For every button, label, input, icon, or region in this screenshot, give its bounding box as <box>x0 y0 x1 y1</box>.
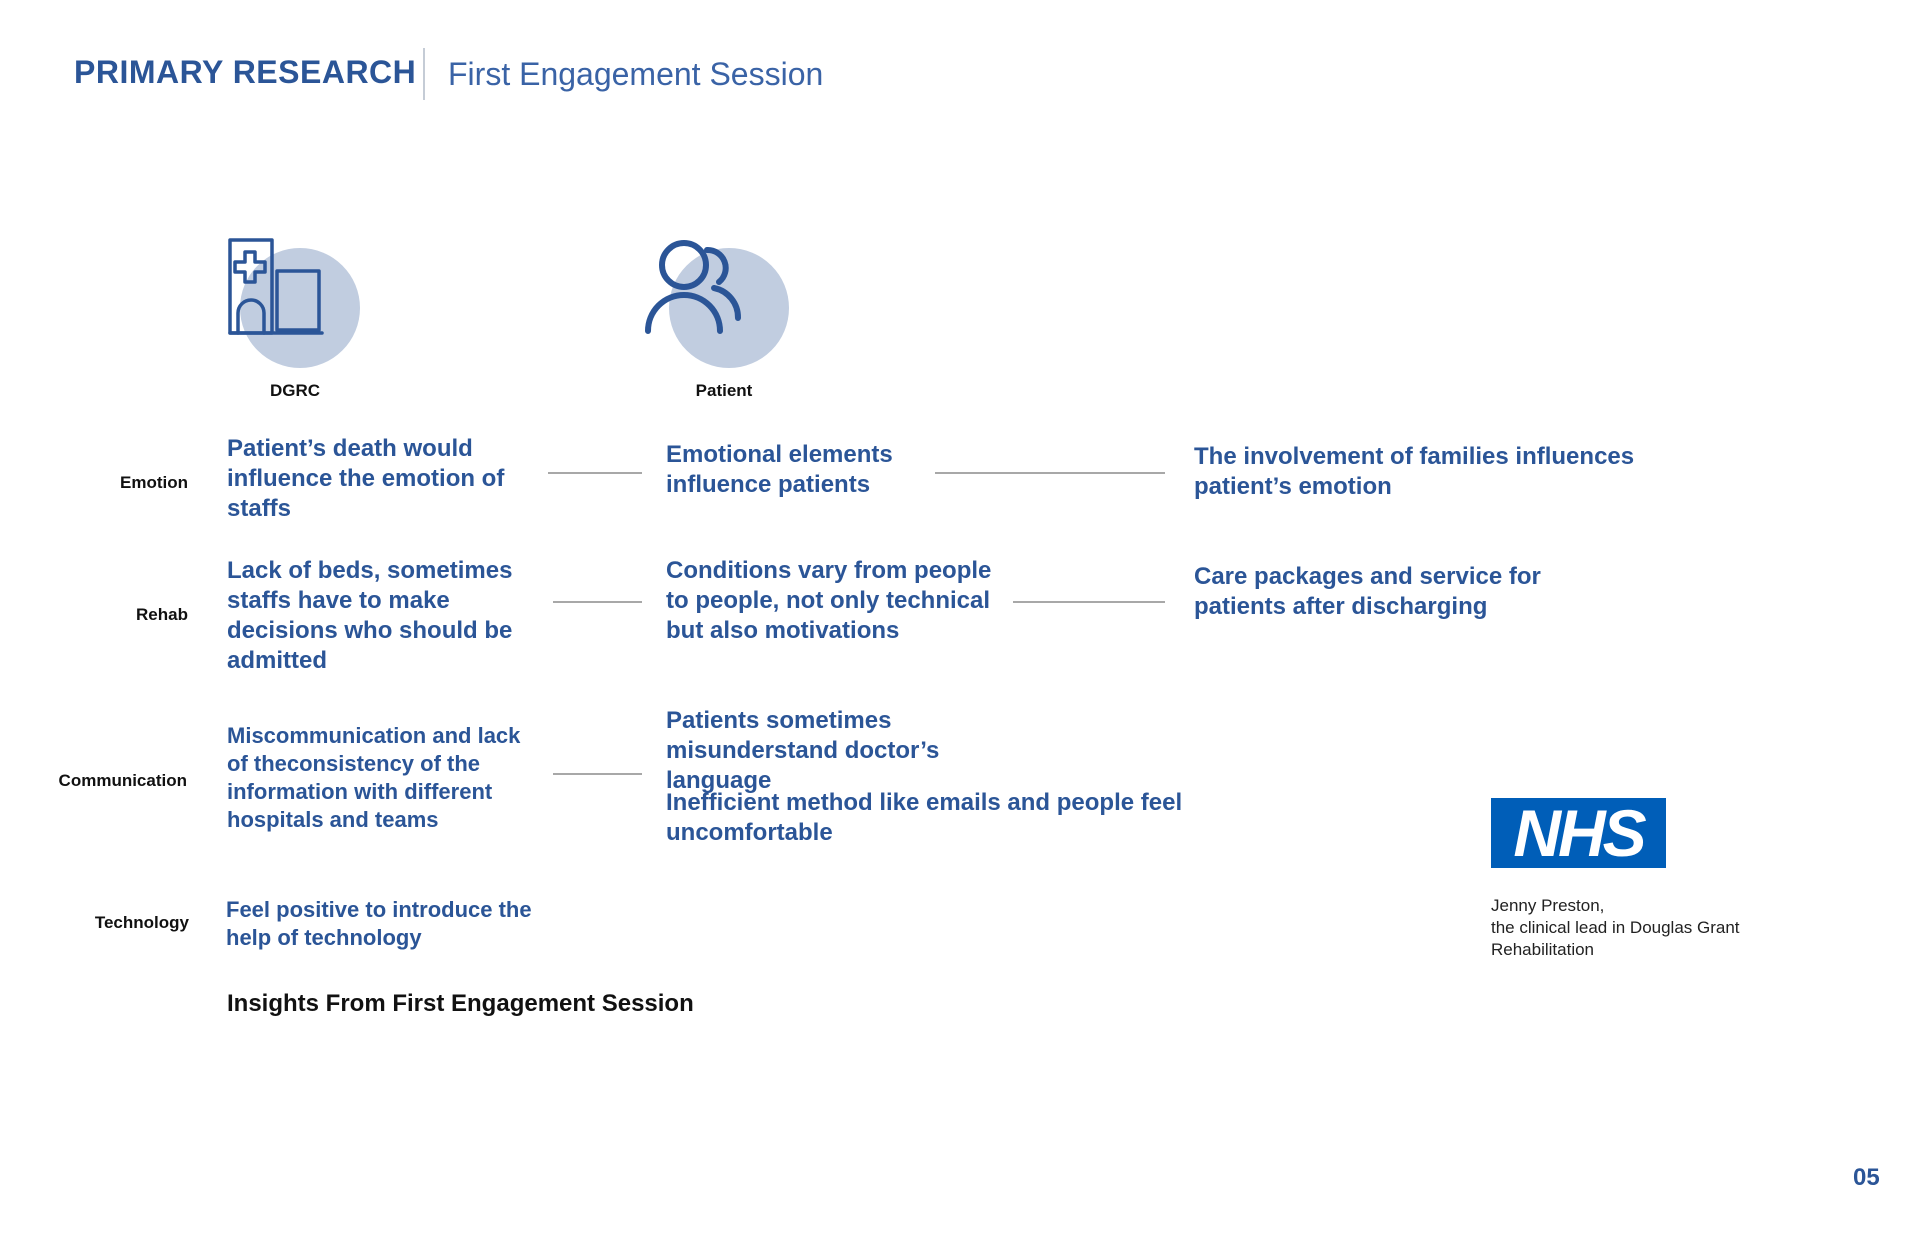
diagram-caption: Insights From First Engagement Session <box>227 990 694 1017</box>
technology-dgrc-insight: Feel positive to introduce the help of technology <box>226 897 532 950</box>
attribution-role-line2: Rehabilitation <box>1491 940 1595 959</box>
emotion-patient-insight: Emotional elements influence patients <box>666 441 893 498</box>
rehab-dgrc-insight: Lack of beds, sometimes staffs have to make decisions who should be admitted <box>227 557 513 674</box>
communication-patient-insight: Patients sometimes misunderstand doctor’s language <box>666 707 940 794</box>
dgrc-label: DGRC <box>269 381 321 400</box>
attribution <box>1491 895 1811 961</box>
people-icon <box>644 238 754 338</box>
row-label-emotion: Emotion <box>120 473 188 492</box>
rehab-patient-insight: Conditions vary from people to people, not only technical but also motivations <box>666 557 992 644</box>
patient-label: Patient <box>695 381 753 400</box>
attribution-name: Jenny Preston, <box>1491 896 1605 915</box>
connector-line <box>935 472 1165 474</box>
connector-line <box>1013 601 1165 603</box>
nhs-logo: NHS <box>1491 798 1666 868</box>
section-title: PRIMARY RESEARCH <box>74 54 417 90</box>
row-label-communication: Communication <box>58 771 187 790</box>
page-number: 05 <box>1853 1164 1880 1191</box>
emotion-family-insight: The involvement of families influences patient’s emotion <box>1194 443 1635 500</box>
rehab-family-insight: Care packages and service for patients after discharging <box>1194 563 1541 620</box>
hospital-building-icon <box>228 238 328 338</box>
header-divider <box>423 48 425 100</box>
page-subtitle: First Engagement Session <box>448 56 824 92</box>
communication-dgrc-insight: Miscommunication and lack of theconsistency of the information with different hospitals and teams <box>227 723 521 832</box>
connector-line <box>553 773 642 775</box>
communication-patient-insight-2: Inefficient method like emails and people feel uncomfortable <box>666 789 1183 846</box>
emotion-dgrc-insight: Patient’s death would influence the emotion of staffs <box>227 435 505 522</box>
connector-line <box>553 601 642 603</box>
row-label-rehab: Rehab <box>136 605 188 624</box>
connector-line <box>548 472 642 474</box>
row-label-technology: Technology <box>94 913 189 932</box>
attribution-role-line1: the clinical lead in Douglas Grant <box>1491 918 1740 937</box>
